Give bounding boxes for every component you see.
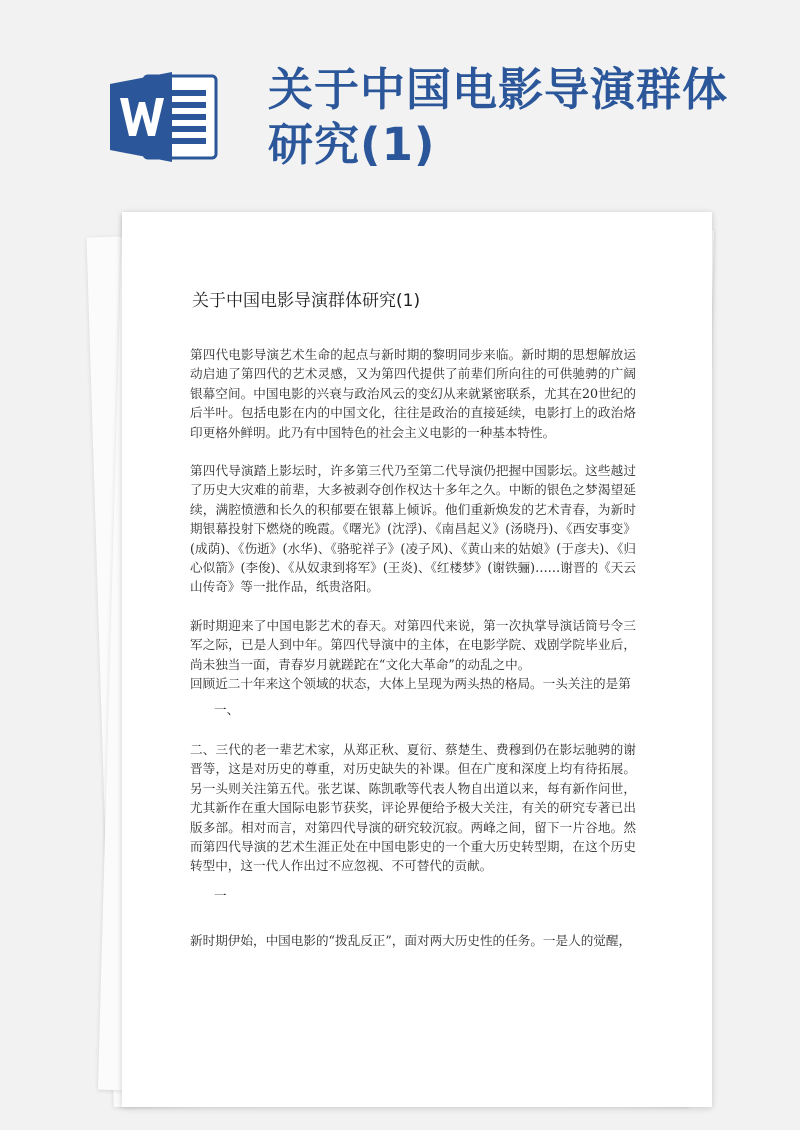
paragraph: 新时期迎来了中国电影艺术的春天。对第四代来说，第一次执掌导演话筒号令三军之际，已是人到中年。第四代导演中的主体，在电影学院、戏剧学院毕业后，尚未独当一面，青春岁月就蹉跎在“文化大革命”的动乱之中。	[190, 617, 636, 672]
word-document-icon	[108, 72, 220, 162]
page-title-line-2: 研究(1)	[268, 118, 436, 171]
paragraph-marker: 一	[214, 887, 227, 903]
paragraph: 第四代电影导演艺术生命的起点与新时期的黎明同步来临。新时期的思想解放运动启迪了第四代的艺术灵感，又为第四代提供了前辈们所向往的可供驰骋的广阔银幕空间。中国电影的兴衰与政治风云的变幻从来就紧密联系，尤其在20世纪的后半叶。包括电影在内的中国文化，往往是政治的直接延续，电影打上的政治烙印更格外鲜明。此乃有中国特色的社会主义电影的一种基本特性。	[190, 347, 636, 440]
paragraph-marker: 一、	[214, 701, 240, 717]
paragraph: 第四代导演踏上影坛时，许多第三代乃至第二代导演仍把握中国影坛。这些越过了历史大灾难的前辈，大多被剥夺创作权达十多年之久。中断的银色之梦渴望延续，满腔愤懑和长久的积郁要在银幕上倾诉。他们重新焕发的艺术青春，为新时期银幕投射下燃烧的晚霞。《曙光》(沈浮)、《南昌起义》(汤晓丹)、《西安事变》(成荫)、《伤逝》(水华)、《骆驼祥子》(凌子风)、《黄山来的姑娘》(于彦夫)、《归心似箭》(李俊)、《从奴隶到将军》(王炎)、《红楼梦》(谢铁骊)……谢晋的《天云山传奇》等一批作品，纸贵洛阳。	[190, 463, 636, 595]
page-title-line-1: 关于中国电影导演群体	[268, 63, 729, 116]
page-title	[268, 62, 788, 172]
page-header	[0, 0, 800, 200]
paragraph: 二、三代的老一辈艺术家，从郑正秋、夏衍、蔡楚生、费穆到仍在影坛驰骋的谢晋等，这是对历史的尊重，对历史缺失的补课。但在广度和深度上均有待拓展。另一头则关注第五代。张艺谋、陈凯歌等代表人物自出道以来，每有新作问世，尤其新作在重大国际电影节获奖，评论界便给予极大关注，有关的研究专著已出版多部。相对而言，对第四代导演的研究较沉寂。两峰之间，留下一片谷地。然而第四代导演的艺术生涯正处在中国电影史的一个重大历史转型期，在这个历史转型中，这一代人作出过不应忽视、不可替代的贡献。	[190, 741, 636, 874]
document-page	[122, 212, 712, 1107]
document-body	[190, 345, 636, 951]
paragraph: 回顾近二十年来这个领域的状态，大体上呈现为两头热的格局。一头关注的是第	[190, 676, 631, 692]
paragraph: 新时期伊始，中国电影的“拨乱反正”，面对两大历史性的任务。一是人的觉醒，	[190, 933, 632, 949]
document-title: 关于中国电影导演群体研究(1)	[192, 291, 421, 311]
